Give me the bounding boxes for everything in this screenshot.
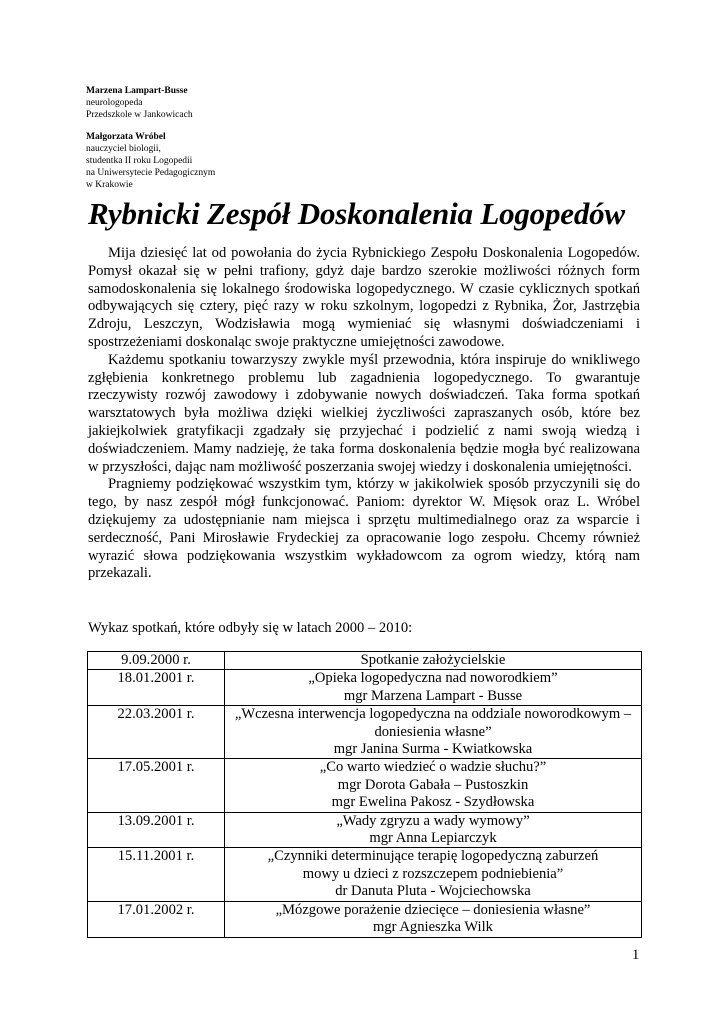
meeting-date: 13.09.2001 r. (88, 812, 225, 848)
meeting-line: „Co warto wiedzieć o wadzie słuchu?” (319, 759, 547, 776)
meeting-line: „Czynniki determinujące terapię logopedyczną zaburzeń (267, 848, 599, 865)
meeting-line: mgr Janina Surma - Kwiatkowska (333, 741, 533, 758)
meeting-description (225, 812, 642, 848)
meeting-description (225, 652, 642, 670)
meeting-date: 17.05.2001 r. (88, 759, 225, 812)
table-row (88, 901, 642, 937)
meeting-date: 9.09.2000 r. (88, 652, 225, 670)
meeting-line: mgr Agnieszka Wilk (373, 919, 493, 936)
table-row (88, 670, 642, 706)
meeting-line: dr Danuta Pluta - Wojciechowska (335, 883, 531, 900)
table-row (88, 706, 642, 759)
author-line: studentka II roku Logopedii (86, 156, 193, 166)
paragraph: Mija dziesięć lat od powołania do życia Rybnickiego Zespołu Doskonalenia Logopedów. Pomysł okazał się w pełni trafiony, gdyż daje bardzo szerokie możliwości różnych form samodoskonalenia się lokalnego środowiska logopedycznego. W czasie cyklicznych spotkań odbywających się cztery, pięć razy w roku szkolnym, logopedzi z Rybnika, Żor, Jastrzębia Zdroju, Leszczyn, Wodzisławia mogą wymieniać się własnymi doświadczeniami i spostrzeżeniami doskonaląc swoje praktyczne umiejętności zawodowe. (88, 245, 640, 350)
table-row (88, 759, 642, 812)
meeting-description (225, 759, 642, 812)
author-line: neurologopeda (86, 98, 143, 108)
page-number: 1 (632, 947, 640, 963)
meeting-line: mowy u dzieci z rozszczepem podniebienia” (302, 865, 564, 882)
table-row (88, 812, 642, 848)
article-title: Rybnicki Zespół Doskonalenia Logopedów (88, 196, 625, 231)
author-name: Małgorzata Wróbel (86, 132, 166, 142)
author-block (86, 85, 215, 191)
meeting-date: 18.01.2001 r. (88, 670, 225, 706)
table-row (88, 848, 642, 901)
paragraph: Pragniemy podziękować wszystkim tym, którzy w jakikolwiek sposób przyczynili się do tego, by nasz zespół mógł funkcjonować. Paniom: dyrektor W. Mięsok oraz L. Wróbel dziękujemy za udostępnianie nam miejsca i sprzętu multimedialnego oraz za wsparcie i serdeczność, Pani Mirosławie Frydeckiej za opracowanie logo zespołu. Chcemy również wyrazić słowa podziękowania wszystkim wykładowcom za ogrom wiedzy, którą nam przekazali. (88, 476, 640, 582)
meeting-line: Spotkanie założycielskie (360, 652, 506, 668)
meeting-description (225, 848, 642, 901)
meeting-date: 22.03.2001 r. (88, 706, 225, 759)
meeting-line: doniesienia własne” (374, 723, 492, 740)
table-row (88, 652, 642, 670)
article-body (88, 245, 640, 583)
meeting-date: 17.01.2002 r. (88, 901, 225, 937)
author-line: Przedszkole w Jankowicach (86, 110, 193, 120)
meetings-intro: Wykaz spotkań, które odbyły się w latach 2000 – 2010: (88, 620, 413, 636)
meeting-line: mgr Dorota Gabała – Pustoszkin (337, 776, 529, 793)
meeting-line: „Wczesna interwencja logopedyczna na oddziale noworodkowym – (234, 706, 632, 723)
meeting-description (225, 901, 642, 937)
meeting-line: mgr Marzena Lampart - Busse (343, 687, 523, 704)
author-line: w Krakowie (86, 180, 133, 190)
meeting-description (225, 670, 642, 706)
meeting-line: „Opieka logopedyczna nad noworodkiem” (308, 670, 558, 687)
meeting-line: „Mózgowe porażenie dziecięce – doniesienia własne” (275, 901, 591, 918)
author-line: nauczyciel biologii, (86, 144, 161, 154)
meeting-description (225, 706, 642, 759)
meeting-line: „Wady zgryzu a wady wymowy” (336, 812, 530, 829)
author-line: na Uniwersytecie Pedagogicznym (86, 168, 216, 178)
meeting-date: 15.11.2001 r. (88, 848, 225, 901)
paragraph: Każdemu spotkaniu towarzyszy zwykle myśl przewodnia, która inspiruje do wnikliwego zgłębienia konkretnego problemu lub zagadnienia logopedycznego. To gwarantuje rzeczywisty rozwój zawodowy i zdobywanie nowych doświadczeń. Taka forma spotkań warsztatowych była możliwa dzięki wielkiej życzliwości zapraszanych osób, które bez jakiejkolwiek gratyfikacji zgadzały się przyjechać i podzielić z nami swoją wiedzą i doświadczeniem. Mamy nadzieję, że taka forma doskonalenia będzie mogła być realizowana w przyszłości, dając nam możliwość poszerzania swojej wiedzy i doskonalenia umiejętności. (88, 351, 640, 475)
meeting-line: mgr Anna Lepiarczyk (369, 830, 497, 847)
author-name: Marzena Lampart-Busse (86, 86, 188, 96)
meeting-line: mgr Ewelina Pakosz - Szydłowska (331, 794, 535, 811)
meetings-table (87, 651, 642, 938)
